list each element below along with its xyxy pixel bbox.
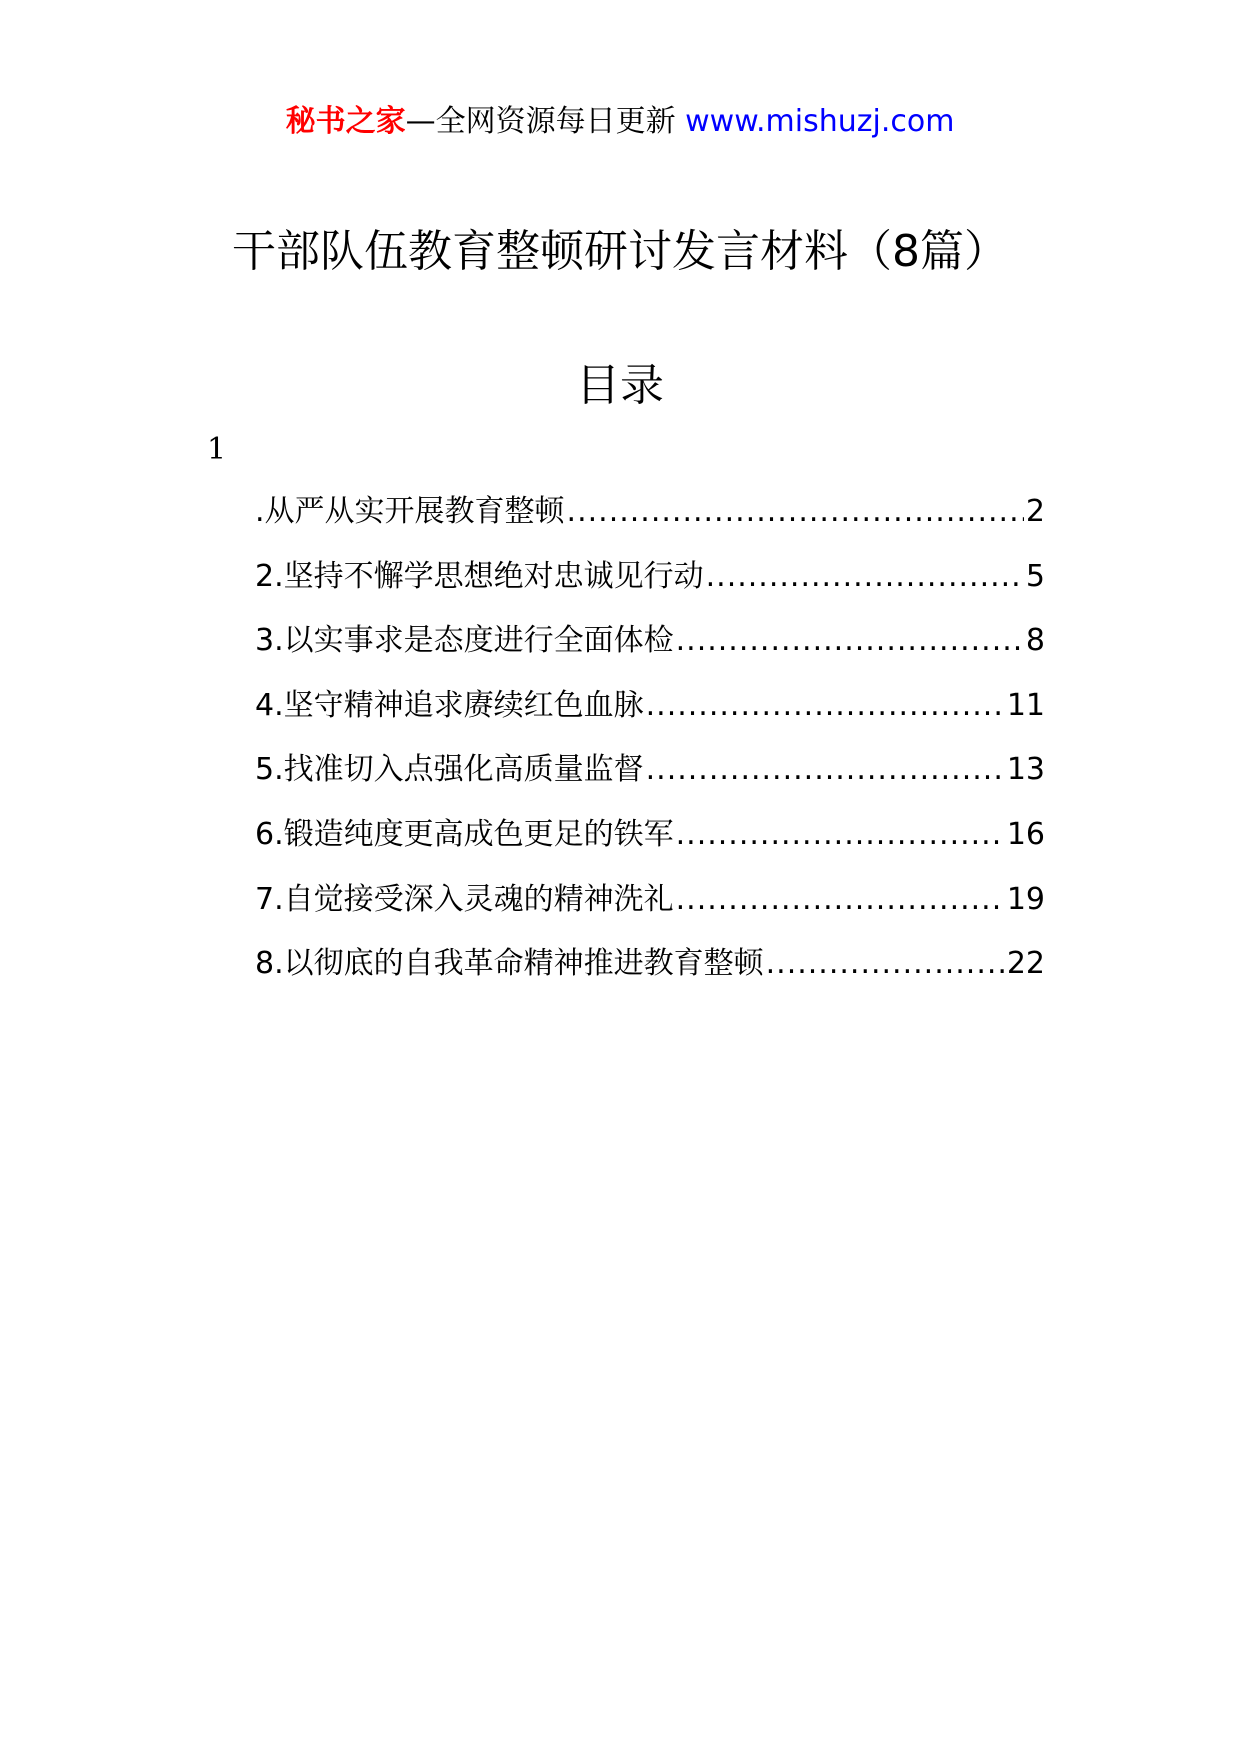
document-title: 干部队伍教育整顿研讨发言材料（8篇） (232, 226, 1008, 277)
header-tagline: —全网资源每日更新 (405, 104, 686, 139)
toc-leader-dots (676, 621, 1024, 661)
toc-entry[interactable] (255, 944, 1045, 1009)
toc-entry[interactable] (255, 621, 1045, 686)
toc-entry-title: 8.以彻底的自我革命精神推进教育整顿 (255, 946, 764, 982)
page-header (0, 100, 1240, 144)
toc-leader-dots (646, 686, 1005, 726)
toc-entry-page: 11 (1006, 687, 1045, 723)
toc-leader-dots (676, 815, 1005, 855)
toc-entry[interactable] (255, 686, 1045, 751)
toc-entry-page: 13 (1006, 752, 1045, 788)
website-link[interactable]: www.mishuzj.com (685, 104, 955, 139)
brand-name: 秘书之家 (285, 104, 406, 139)
toc-entry-title: .从严从实开展教育整顿 (255, 494, 565, 529)
toc-entry[interactable] (255, 815, 1045, 880)
toc-entry[interactable] (255, 750, 1045, 815)
toc-entry[interactable] (255, 557, 1045, 622)
toc-entry-page: 16 (1006, 816, 1045, 852)
toc-entry-title: 3.以实事求是态度进行全面体检 (255, 623, 674, 659)
toc-heading: 目录 (576, 360, 664, 411)
table-of-contents (255, 492, 1045, 1009)
toc-entry-title: 7.自觉接受深入灵魂的精神洗礼 (255, 881, 674, 917)
toc-entry-page: 8 (1025, 623, 1045, 659)
toc-leader-dots (766, 944, 1005, 984)
toc-entry-page: 19 (1006, 881, 1045, 917)
toc-entry-title: 4.坚守精神追求赓续红色血脉 (255, 687, 644, 723)
toc-entry[interactable] (255, 492, 1045, 557)
toc-entry-title: 2.坚持不懈学思想绝对忠诚见行动 (255, 558, 704, 594)
stray-number: 1 (207, 432, 227, 467)
toc-entry-title: 6.锻造纯度更高成色更足的铁军 (255, 816, 674, 852)
toc-leader-dots (676, 880, 1005, 920)
toc-entry-page: 5 (1025, 558, 1045, 594)
toc-leader-dots (646, 750, 1005, 790)
toc-entry-page: 2 (1025, 494, 1045, 529)
toc-leader-dots (567, 492, 1024, 532)
toc-entry-title: 5.找准切入点强化高质量监督 (255, 752, 644, 788)
toc-leader-dots (706, 557, 1024, 597)
toc-entry[interactable] (255, 880, 1045, 945)
toc-entry-page: 22 (1006, 946, 1045, 982)
